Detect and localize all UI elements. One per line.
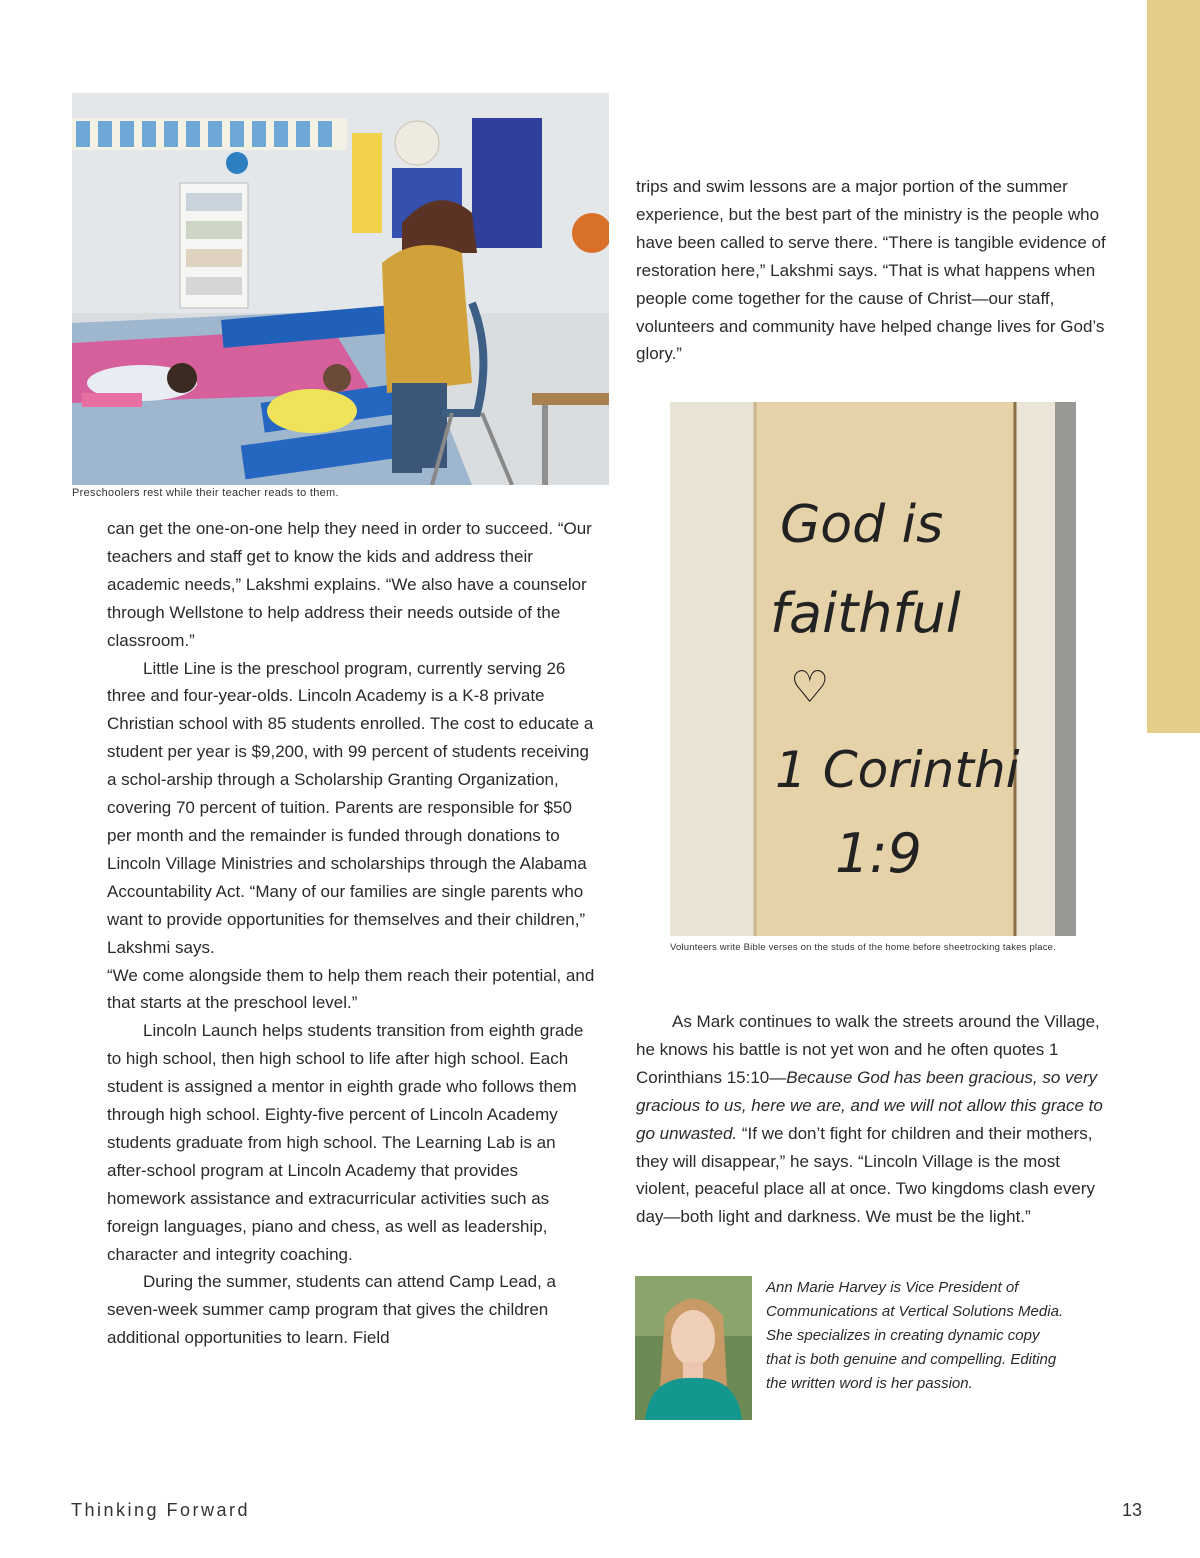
paragraph: “We come alongside them to help them reach their potential, and that starts at the preschool level.” [107,965,595,1013]
paragraph [636,1008,1116,1231]
inscription-line: 1 Corinthi [775,741,1020,799]
stud-inscription-photo [670,402,1076,936]
inscription-line: 1:9 [835,822,922,885]
page-number: 13 [1122,1500,1143,1520]
left-column [107,515,597,1352]
inscription-line: faithful [770,582,961,645]
paragraph: During the summer, students can attend Camp Lead, a seven-week summer camp program that gives the children additional opportunities to learn. Field [107,1272,556,1348]
paragraph: Lincoln Launch helps students transition from eighth grade to high school, then high school to life after high school. Each student is assigned a mentor in eighth grade who follows them through high school. Eighty-five percent of Lincoln Academy students graduate from high school. The Learning Lab is an after-school program at Lincoln Academy that provides homework assistance and extracurricular activities such as foreign languages, piano and chess, as well as leadership, character and integrity coaching. [107,1021,584,1264]
author-bio: Ann Marie Harvey is Vice President of Communications at Vertical Solutions Media. She specializes in creating dynamic copy that is both genuine and compelling. Editing the written word is her passion. [766,1279,1064,1392]
paragraph: can get the one-on-one help they need in order to succeed. “Our teachers and staff get to know the kids and address their academic needs,” Lakshmi explains. “We also have a counselor through Wellstone to help address their needs outside of the classroom.” [107,519,592,650]
paragraph-tail: “If we don’t fight for children and their mothers, they will disappear,” he says. “Lincoln Village is the most violent, peaceful place all at once. Two kingdoms clash every day—both light and darkness. We must be the light.” [636,1123,1095,1227]
classroom-photo-caption: Preschoolers rest while their teacher reads to them. [72,487,339,499]
gold-accent-bar [1147,0,1200,733]
inscription-line: God is [780,495,944,555]
author-photo [635,1276,752,1420]
classroom-photo [72,93,609,485]
paragraph: trips and swim lessons are a major portion of the summer experience, but the best part of the ministry is the people who have been called to serve there. “There is tangible evidence of restoration here,” Lakshmi says. “That is what happens when people come together for the cause of Christ—our staff, volunteers and community have helped change lives for God’s glory.” [636,177,1106,364]
right-column-bottom [636,991,1116,1248]
publication-name: Thinking Forward [71,1500,251,1520]
right-column-top [636,156,1126,385]
stud-photo-caption: Volunteers write Bible verses on the studs of the home before sheetrocking takes place. [670,942,1056,953]
scripture-quote: Because God has been gracious, so very gracious to us, here we are, and we will not allow this grace to go unwasted. [636,1067,1103,1143]
inscription-line: ♡ [790,662,830,713]
paragraph-lead: As Mark continues to walk the streets around the Village, he knows his battle is not yet won and he often quotes 1 Corinthians 15:10— [636,1012,1100,1087]
paragraph: Little Line is the preschool program, currently serving 26 three and four-year-olds. Lincoln Academy is a K-8 private Christian school with 85 students enrolled. The cost to educate a student per year is $9,200, with 99 percent of students receiving a schol-arship through a Scholarship Granting Organization, covering 70 percent of tuition. Parents are responsible for $50 per month and the remainder is funded through donations to Lincoln Village Ministries and scholarships through the Alabama Accountability Act. “Many of our families are single parents who want to provide opportunities for themselves and their children,” Lakshmi says. [107,658,594,957]
